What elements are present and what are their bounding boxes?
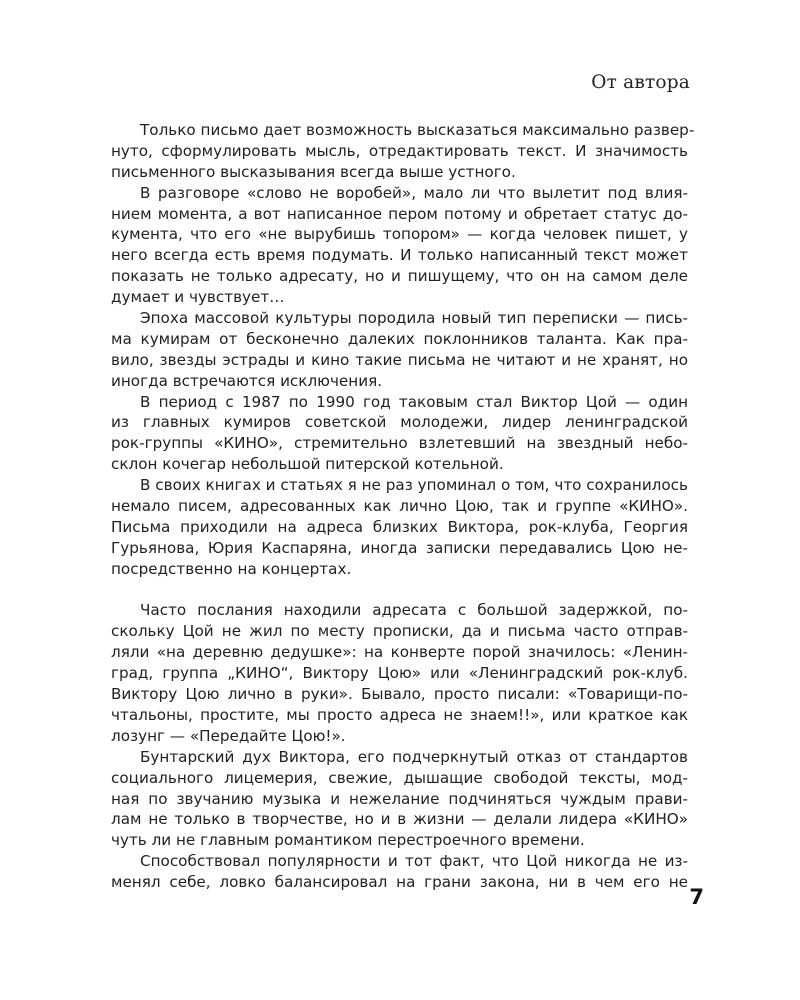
- text-line: Бунтарский дух Виктора, его подчеркнутый отказ от стандартов: [140, 747, 688, 766]
- text-line: Часто послания находили адресата с большой задержкой, по-: [140, 601, 688, 620]
- text-line: Гурьянова, Юрия Каспаряна, иногда записки передавались Цою не-: [111, 538, 688, 557]
- text-line: Способствовал популярности и тот факт, что Цой никогда не из-: [140, 852, 688, 871]
- text-line: склон кочегар небольшой питерской котельной.: [111, 455, 504, 474]
- text-line: иногда встречаются исключения.: [111, 371, 383, 390]
- text-line: менял себе, ловко балансировал на грани закона, ни в чем его не: [111, 873, 688, 892]
- text-line: скольку Цой не жил по месту прописки, да и письма часто отправ-: [111, 622, 688, 641]
- text-line: В разговоре «слово не воробей», мало ли что вылетит под влия-: [140, 183, 688, 202]
- text-line: Только письмо дает возможность высказаться максимально развер-: [140, 121, 695, 139]
- text-line: Письма приходили на адреса близких Виктора, рок-клуба, Георгия: [111, 517, 688, 536]
- text-line: социального лицемерия, свежие, дышащие свободой тексты, мод-: [111, 768, 688, 787]
- paragraph: [111, 392, 688, 476]
- text-line: Виктору Цою лично в руки». Бывало, просто писали: «Товарищи-по-: [111, 685, 688, 704]
- text-line: ма кумирам от бесконечно далеких поклонников таланта. Как пра-: [111, 329, 688, 348]
- text-line: письменного высказывания всегда выше устного.: [111, 162, 516, 181]
- text-line: чуть ли не главным романтиком перестроечного времени.: [111, 831, 585, 850]
- text-line: рок-группы «КИНО», стремительно взлетевший на звездный небо-: [111, 434, 688, 453]
- running-title: От автора: [591, 72, 690, 93]
- paragraph: [111, 600, 688, 746]
- text-line: нуто, сформулировать мысль, отредактировать текст. И значимость: [111, 141, 688, 160]
- paragraph: [111, 308, 688, 392]
- text-line: чтальоны, простите, мы просто адреса не знаем!!», или краткое как: [111, 705, 688, 724]
- paragraph: [111, 183, 688, 308]
- paragraph: [111, 851, 688, 893]
- text-line: лам не только в творчестве, но и в жизни — делали лидера «КИНО»: [111, 810, 688, 829]
- text-line: ляли «на деревню дедушке»: на конверте порой значилось: «Ленин-: [111, 643, 688, 662]
- text-line: В своих книгах и статьях я не раз упоминал о том, что сохранилось: [140, 476, 688, 495]
- text-line: Эпоха массовой культуры породила новый тип переписки — пись-: [140, 309, 688, 328]
- text-line: показать не только адресату, но и пишущему, что он на самом деле: [111, 267, 688, 286]
- text-line: из главных кумиров советской молодежи, лидер ленинградской: [111, 413, 688, 432]
- text-line: вило, звезды эстрады и кино такие письма не читают и не хранят, но: [111, 350, 688, 369]
- text-line: ная по звучанию музыка и нежелание подчиняться чуждым прави-: [111, 789, 688, 808]
- paragraph-gap: [111, 580, 688, 601]
- text-line: нием момента, а вот написанное пером потому и обретает статус до-: [111, 204, 688, 223]
- paragraph: [111, 747, 688, 851]
- text-line: посредственно на концертах.: [111, 559, 352, 578]
- text-line: кумента, что его «не вырубишь топором» — когда человек пишет, у: [111, 225, 688, 244]
- paragraph: [111, 475, 688, 579]
- text-line: думает и чувствует…: [111, 288, 285, 307]
- page-number: 7: [689, 885, 704, 909]
- text-line: В период с 1987 по 1990 год таковым стал Виктор Цой — один: [140, 392, 688, 411]
- text-line: немало писем, адресованных как лично Цою, так и группе «КИНО».: [111, 497, 688, 516]
- text-line: него всегда есть время подумать. И только написанный текст может: [111, 246, 688, 265]
- paragraph: [111, 120, 695, 183]
- text-line: лозунг — «Передайте Цою!».: [111, 726, 346, 745]
- text-line: град, группа „КИНО“, Виктору Цою» или «Ленинградский рок-клуб.: [111, 664, 688, 683]
- body-text: [111, 120, 695, 893]
